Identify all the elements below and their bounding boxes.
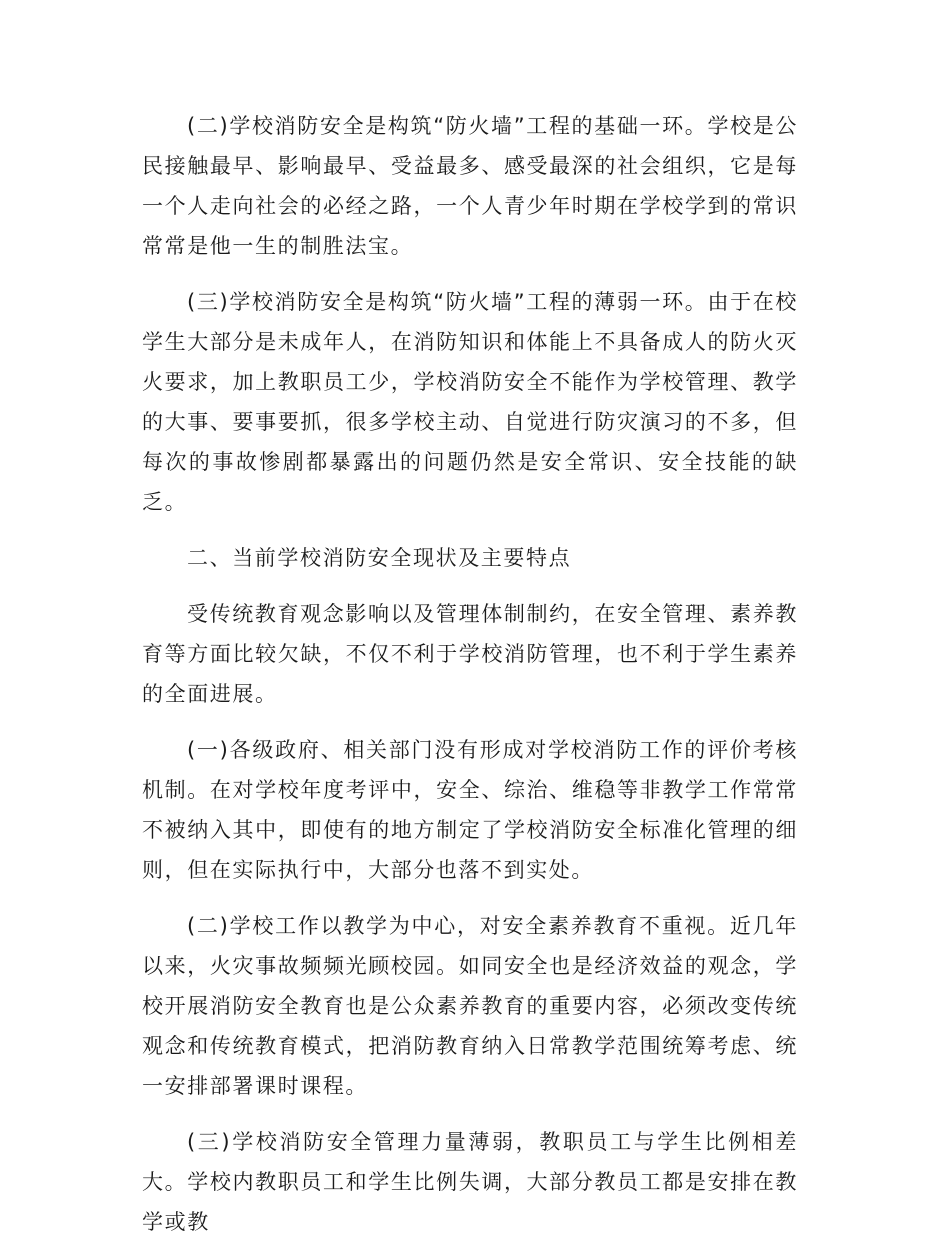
paragraph-evaluation-mechanism: (一)各级政府、相关部门没有形成对学校消防工作的评价考核机制。在对学校年度考评中，安全、综治、维稳等非教学工作常常不被纳入其中，即使有的地方制定了学校消防安全标准化管理的细则，但在实际执行中，大部分也落不到实处。 (142, 738, 798, 882)
document-body (142, 106, 798, 1258)
paragraph-school-fire-safety-weak-link: (三)学校消防安全是构筑“防火墙”工程的薄弱一环。由于在校学生大部分是未成年人，在消防知识和体能上不具备成人的防火灭火要求，加上教职员工少，学校消防安全不能作为学校管理、教学的大事、要事要抓，很多学校主动、自觉进行防灾演习的不多，但每次的事故惨剧都暴露出的问题仍然是安全常识、安全技能的缺乏。 (142, 290, 798, 514)
paragraph-school-fire-safety-foundation: (二)学校消防安全是构筑“防火墙”工程的基础一环。学校是公民接触最早、影响最早、受益最多、感受最深的社会组织，它是每一个人走向社会的必经之路，一个人青少年时期在学校学到的常识常常是他一生的制胜法宝。 (142, 114, 798, 258)
section-heading-current-status: 二、当前学校消防安全现状及主要特点 (187, 546, 572, 570)
paragraph-teaching-centered: (二)学校工作以教学为中心，对安全素养教育不重视。近几年以来，火灾事故频频光顾校园。如同安全也是经济效益的观念，学校开展消防安全教育也是公众素养教育的重要内容，必须改变传统观念和传统教育模式，把消防教育纳入日常教学范围统筹考虑、统一安排部署课时课程。 (142, 914, 798, 1098)
paragraph-section-intro: 受传统教育观念影响以及管理体制制约，在安全管理、素养教育等方面比较欠缺，不仅不利于学校消防管理，也不利于学生素养的全面进展。 (142, 602, 798, 706)
paragraph-management-staff-weak: (三)学校消防安全管理力量薄弱，教职员工与学生比例相差大。学校内教职员工和学生比例失调，大部分教员工都是安排在教学或教 (142, 1130, 798, 1234)
